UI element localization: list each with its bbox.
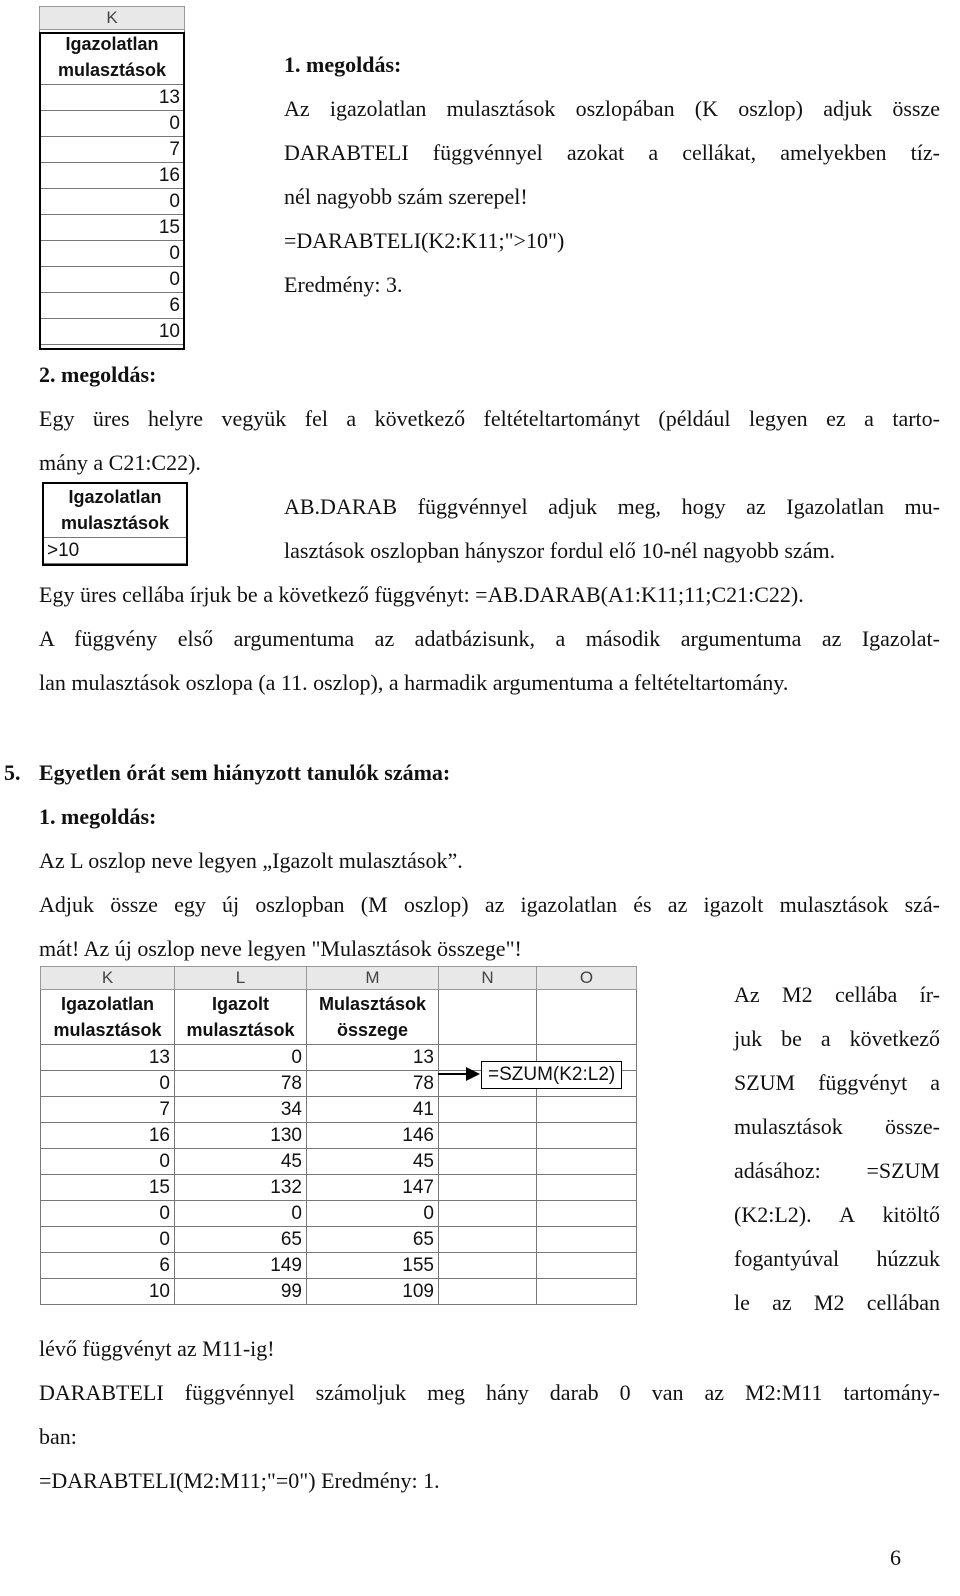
cell: 45	[175, 1149, 307, 1175]
side-text-line: mulasztások össze-	[734, 1114, 940, 1139]
header-line: Mulasztások	[318, 994, 427, 1014]
text-line: Egy üres cellába írjuk be a következő függvényt: =AB.DARAB(A1:K11;11;C21:C22).	[39, 582, 804, 607]
text-line: lan mulasztások oszlopa (a 11. oszlop), a harmadik argumentuma a feltételtartomány.	[39, 670, 789, 695]
cell: 132	[175, 1175, 307, 1201]
empty-cell	[439, 1097, 537, 1123]
column-header	[175, 990, 307, 1045]
header-line: mulasztások	[60, 513, 170, 533]
column-letter: K	[41, 967, 175, 990]
text-line: Adjuk össze egy új oszlopban (M oszlop) az igazolatlan és az igazolt mulasztások szá-	[39, 892, 940, 917]
cell: 16	[40, 163, 185, 189]
empty-cell	[439, 1279, 537, 1305]
cell: 65	[175, 1227, 307, 1253]
cell: 16	[41, 1123, 175, 1149]
side-text-line: juk be a következő	[734, 1026, 940, 1051]
cell: 65	[307, 1227, 439, 1253]
cell: 7	[40, 137, 185, 163]
text-line: Az L oszlop neve legyen „Igazolt mulasztások”.	[39, 848, 463, 873]
text-line: DARABTELI függvénnyel számoljuk meg hány darab 0 van az M2:M11 tartomány-	[39, 1380, 940, 1405]
column-letter: M	[307, 967, 439, 990]
cell: 155	[307, 1253, 439, 1279]
cell: 0	[307, 1201, 439, 1227]
empty-cell	[537, 1097, 637, 1123]
table-row	[41, 1253, 637, 1279]
column-letter: O	[537, 967, 637, 990]
solution-1-title: 1. megoldás:	[284, 52, 402, 77]
cell: 0	[41, 1071, 175, 1097]
text-line: A függvény első argumentuma az adatbázisunk, a második argumentuma az Igazolat-	[39, 626, 940, 651]
cell: 10	[41, 1279, 175, 1305]
empty-cell	[439, 1253, 537, 1279]
header-line: mulasztások	[53, 1020, 162, 1040]
header-line: mulasztások	[186, 1020, 295, 1040]
cell: 15	[41, 1175, 175, 1201]
cell: 6	[41, 1253, 175, 1279]
table-outline	[39, 32, 185, 350]
table-row	[41, 1279, 637, 1305]
header-line: Igazolatlan	[65, 34, 159, 54]
header-line: Igazolatlan	[60, 994, 154, 1014]
side-text-line: adásához: =SZUM	[734, 1158, 940, 1183]
table-row	[41, 1175, 637, 1201]
cell: 13	[41, 1045, 175, 1071]
solution-2-title: 2. megoldás:	[39, 362, 157, 387]
table-row	[41, 1227, 637, 1253]
text-line: lasztások oszlopban hányszor fordul elő 10-nél nagyobb szám.	[284, 538, 836, 563]
text-line: mát! Az új oszlop neve legyen "Mulasztások összege"!	[39, 936, 522, 961]
header-line: összege	[336, 1020, 409, 1040]
spreadsheet-klmno	[40, 966, 637, 1305]
side-text-line: Az M2 cellába ír-	[734, 982, 940, 1007]
side-text-line: SZUM függvényt a	[734, 1070, 940, 1095]
table-row	[41, 1123, 637, 1149]
text-line: lévő függvényt az M11-ig!	[39, 1336, 275, 1361]
cell: 149	[175, 1253, 307, 1279]
page-number: 6	[890, 1545, 901, 1570]
cell: 0	[41, 1227, 175, 1253]
side-text-line: le az M2 cellában	[734, 1290, 940, 1315]
table-row	[41, 1149, 637, 1175]
side-text-line: fogantyúval húzzuk	[734, 1246, 940, 1271]
section-number: 5.	[4, 760, 21, 785]
header-line: mulasztások	[57, 60, 167, 80]
header-line: Igazolt	[212, 994, 269, 1014]
result-text: Eredmény: 3.	[284, 272, 403, 297]
cell: 0	[175, 1045, 307, 1071]
cell: 78	[175, 1071, 307, 1097]
cell: 0	[40, 189, 185, 215]
cell: 6	[40, 293, 185, 319]
text-line: nél nagyobb szám szerepel!	[284, 184, 528, 209]
cell: 99	[175, 1279, 307, 1305]
column-header	[41, 990, 175, 1045]
table-row	[41, 1097, 637, 1123]
text-line: ban:	[39, 1424, 77, 1449]
empty-cell	[537, 1201, 637, 1227]
column-letter: K	[40, 7, 185, 30]
empty-cell	[537, 1175, 637, 1201]
text-line: AB.DARAB függvénnyel adjuk meg, hogy az Igazolatlan mu-	[284, 494, 940, 519]
section-title: Egyetlen órát sem hiányzott tanulók száma:	[39, 760, 451, 785]
cell: 34	[175, 1097, 307, 1123]
cell: 7	[41, 1097, 175, 1123]
cell: 0	[41, 1201, 175, 1227]
text-line: Egy üres helyre vegyük fel a következő feltételtartományt (például legyen ez a tarto-	[39, 406, 940, 431]
empty-cell	[537, 1149, 637, 1175]
cell: 0	[40, 111, 185, 137]
column-header	[307, 990, 439, 1045]
cell: 109	[307, 1279, 439, 1305]
column-letter: L	[175, 967, 307, 990]
arrow-line	[438, 1073, 468, 1075]
table-row	[41, 1201, 637, 1227]
cell: 13	[307, 1045, 439, 1071]
cell: 146	[307, 1123, 439, 1149]
cell: 78	[307, 1071, 439, 1097]
empty-cell	[537, 1123, 637, 1149]
empty-cell	[537, 1253, 637, 1279]
empty-cell	[537, 990, 637, 1045]
cell: 0	[41, 1149, 175, 1175]
cell: 0	[40, 241, 185, 267]
side-text-line: (K2:L2). A kitöltő	[734, 1202, 940, 1227]
arrow-icon	[466, 1067, 480, 1081]
empty-cell	[439, 1149, 537, 1175]
cell: 0	[40, 267, 185, 293]
cell: 0	[175, 1201, 307, 1227]
empty-cell	[439, 990, 537, 1045]
empty-cell	[439, 1123, 537, 1149]
cell: 13	[40, 85, 185, 111]
empty-cell	[537, 1279, 637, 1305]
header-line: Igazolatlan	[68, 487, 162, 507]
text-line: mány a C21:C22).	[39, 450, 201, 475]
formula-text: =DARABTELI(M2:M11;"=0") Eredmény: 1.	[39, 1468, 440, 1493]
text-line: DARABTELI függvénnyel azokat a cellákat, amelyekben tíz-	[284, 140, 940, 165]
empty-cell	[439, 1175, 537, 1201]
empty-cell	[439, 1227, 537, 1253]
cell: 45	[307, 1149, 439, 1175]
criteria-outline	[42, 482, 188, 566]
empty-cell	[439, 1201, 537, 1227]
formula-callout: =SZUM(K2:L2)	[481, 1061, 622, 1089]
cell: 15	[40, 215, 185, 241]
cell: 147	[307, 1175, 439, 1201]
cell: 41	[307, 1097, 439, 1123]
empty-cell	[537, 1227, 637, 1253]
column-letter: N	[439, 967, 537, 990]
cell: 10	[40, 319, 185, 345]
criteria-cell: >10	[43, 538, 188, 564]
solution-title: 1. megoldás:	[39, 804, 157, 829]
formula-text: =DARABTELI(K2:K11;">10")	[284, 228, 565, 253]
text-line: Az igazolatlan mulasztások oszlopában (K oszlop) adjuk össze	[284, 96, 940, 121]
cell: 130	[175, 1123, 307, 1149]
